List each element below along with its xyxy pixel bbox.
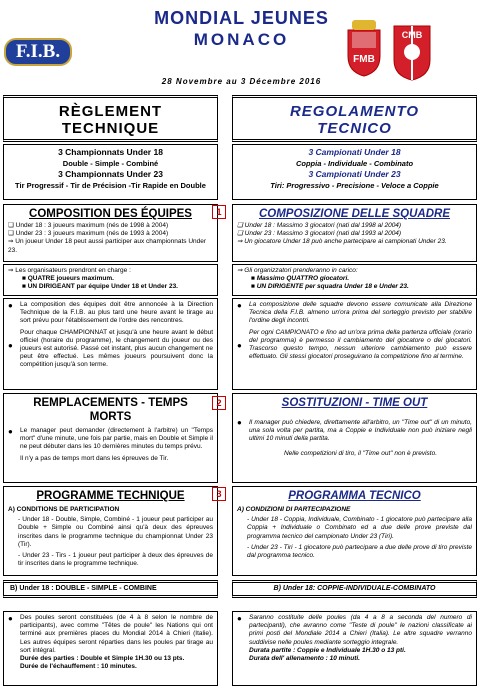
- it-cond-title: A) CONDIZIONI DI PARTECIPAZIONE: [237, 506, 351, 513]
- fr-b-p3: Durée de l'échauffement : 10 minutes.: [20, 663, 137, 671]
- fr-compo-title: COMPOSITION DES ÉQUIPES: [29, 208, 192, 220]
- fr-remp-p1: Le manager peut demander (directement à l'arbitre) un "Temps mort" d'une minute, une fois par partie, mais en Double et Simple il ne peut débuter dans les 10 dernières minutes du temps prévu.: [20, 427, 213, 451]
- fr-org1: ■ QUATRE joueurs maximum.: [22, 275, 114, 283]
- fr-u18-can: ⇒ Un joueur Under 18 peut aussi participer aux championnats Under 23.: [8, 238, 207, 254]
- event-dates: 28 Novembre au 3 Décembre 2016: [161, 77, 322, 86]
- fr-prog-title: PROGRAMME TECHNIQUE: [36, 490, 185, 502]
- it-remp-title: SOSTITUZIONI - TIME OUT: [281, 397, 428, 409]
- shield-right-text: CMB: [401, 30, 423, 40]
- it-remp-p2: Nelle competizioni di tiro, il "Time out" non è previsto.: [283, 449, 438, 457]
- fr-cond-title: A) CONDITIONS DE PARTICIPATION: [8, 506, 120, 513]
- fr-title-line1: RÈGLEMENT: [58, 103, 163, 120]
- fr-replacements: REMPLACEMENTS - TEMPS MORTS ● Le manager peut demander (directement à l'arbitre) un "Temps mort" d'une minute, une fois par partie, mais en Double et Simple il ne peut débuter dans les 10 dernières minutes du temps prévu. Il n'y a pas de temps mort dans les épreuves de Tir.: [3, 393, 218, 483]
- it-champ18-types: Coppia - Individuale - Combinato: [295, 159, 414, 168]
- fr-b-title: B) Under 18 : DOUBLE - SIMPLE - COMBINE: [3, 580, 218, 598]
- fr-remp-title1: REMPLACEMENTS - TEMPS: [33, 397, 188, 409]
- it-champ18: 3 Campionati Under 18: [308, 147, 401, 157]
- fr-composition: [3, 204, 218, 262]
- it-cond1: - Under 18 - Coppia, Individuale, Combinato - 1 giocatore può partecipare alla Coppia + Individuale o Combinato ed a due delle prove previste dal programma tecnico del campionato Under 23 (Tiri).: [247, 516, 472, 540]
- it-b-p1: Saranno costituite delle poules (da 4 a 8 a seconda del numero di partecipanti), che avranno come "Teste di poule" le nazioni classificate ai primi posti del Mondiale 2014 a Chieri (Italia). Le altre squadre verranno suddivise nelle poules mediante sorteggio integrale.: [249, 614, 472, 646]
- it-b-p3: Durata dell' allenamento : 10 minuti.: [249, 655, 360, 663]
- fr-remp-p2: Il n'y a pas de temps mort dans les épreuves de Tir.: [20, 454, 169, 462]
- fr-champ18: 3 Championnats Under 18: [58, 147, 163, 157]
- it-replacements: SOSTITUZIONI - TIME OUT ● Il manager può chiedere, direttamente all'arbitro, un "Time out" di un minuto, una sola volta per partita, ma a Coppie e Individuale non può iniziare negli ultimi 10 minuti della partita. Nelle competizioni di tiro, il "Time out" non è previsto.: [232, 393, 477, 483]
- shield-left-text: FMB: [353, 54, 375, 65]
- it-organizers-text: ⇒ Gli organizzatori prenderanno in carico:: [237, 267, 358, 274]
- it-title-line1: REGOLAMENTO: [289, 103, 420, 120]
- it-title-line2: TECNICO: [317, 120, 392, 137]
- fr-champ23-types: Tir Progressif - Tir de Précision -Tir Rapide en Double: [15, 181, 206, 190]
- it-cond2: - Under 23 - Tiri - 1 giocatore può partecipare a due delle prove di tiro previste dal programma tecnico.: [247, 543, 472, 560]
- fr-paragraphs: ● La composition des équipes doit être annoncée à la Direction Technique de la F.I.B. au plus tard une heure avant le tirage au sort prévu pour l'établissement de l'ordre des rencontres. ● Pour chaque CHAMPIONNAT et jusqu'à une heure avant le début officiel (horaire du programme), le changement du joueur ou des joueurs est autorisé. Passé cet instant, plus aucun changement ne peut être effectué. Les mêmes joueurs poursuivent donc la compétition jusqu'à son terme.: [3, 298, 218, 390]
- fr-title-line2: TECHNIQUE: [61, 120, 160, 137]
- it-p2: Per ogni CAMPIONATO e fino ad un'ora prima della partenza ufficiale (orario del programma) è permesso il cambiamento del giocatore o dei giocatori. Trascorso questo tempo, nessun ulteriore cambiamento può essere effettuato. Gli stessi giocatori proseguirano la competizione fino al termine.: [249, 328, 472, 361]
- page-subtitle: MONACO: [193, 30, 290, 49]
- it-programme: [232, 486, 477, 576]
- it-u18-can: ⇒ Un giocatore Under 18 può anche partecipare ai campionati Under 23.: [237, 238, 447, 246]
- it-champ23: 3 Campionati Under 23: [308, 169, 401, 179]
- it-compo-title: COMPOSIZIONE DELLE SQUADRE: [258, 208, 451, 220]
- fr-b-p2: Durée des parties : Double et Simple 1H.30 ou 13 pts.: [20, 655, 185, 663]
- fr-champ23: 3 Championnats Under 23: [58, 169, 163, 179]
- it-b-title: B) Under 18: COPPIE-INDIVIDUALE-COMBINATO: [232, 580, 477, 598]
- fr-org2: ■ UN DIRIGEANT par équipe Under 18 et Under 23.: [22, 283, 178, 291]
- it-u23-line: ❏ Under 23 : Massimo 3 giocatori (nati dal 1993 al 2004): [237, 230, 402, 238]
- fmb-shield-logo: [342, 18, 386, 78]
- fr-organizers-text: ⇒ Les organisateurs prendront en charge :: [8, 267, 131, 274]
- cmb-shield-logo: [390, 20, 434, 82]
- it-remp-p1: Il manager può chiedere, direttamente all'arbitro, un "Time out" di un minuto, una sola volta per partita, ma a Coppie e Individuale non può iniziare negli ultimi 10 minuti della partita.: [249, 419, 472, 443]
- it-organizers: [232, 264, 477, 296]
- section-number-1: 1: [212, 205, 226, 219]
- section-number-3: 3: [212, 487, 226, 501]
- fr-p2: Pour chaque CHAMPIONNAT et jusqu'à une heure avant le début officiel (horaire du programme), le changement du joueur ou des joueurs est autorisé. Passé cet instant, plus aucun changement ne peut être effectué. Les mêmes joueurs poursuivent donc la compétition jusqu'à son terme.: [20, 328, 213, 369]
- it-championships: [232, 144, 477, 200]
- fr-cond1: - Under 18 - Double, Simple, Combiné - 1 joueur peut participer au Double + Simple ou Combiné ainsi qu'à deux des épreuves inscrites dans le programme technique du championnat Under 23 (Tir).: [18, 516, 213, 548]
- it-title-box: [232, 95, 477, 142]
- it-p1: La composizione delle squadre devono essere comunicate alla Direzione Tecnica della F.I.B. almeno un'ora prima del sorteggio previsto per stabilire l'ordine degli incontri.: [249, 301, 472, 325]
- it-paragraphs: ● La composizione delle squadre devono essere comunicate alla Direzione Tecnica della F.I.B. almeno un'ora prima del sorteggio previsto per stabilire l'ordine degli incontri. ● Per ogni CAMPIONATO e fino ad un'ora prima della partenza ufficiale (orario del programma) è permesso il cambiamento del giocatore o dei giocatori. Trascorso questo tempo, nessun ulteriore cambiamento può essere effettuato. Gli stessi giocatori proseguirano la competizione fino al termine.: [232, 298, 477, 390]
- fr-b-content: ● Des poules seront constituées (de 4 à 8 selon le nombre de participants), avec comme "Têtes de poule" les Nations qui ont terminé aux premières places du Mondial 2014 à Chieri (Italie). Les autres équipes seront réparties dans les poules par tirage au sort intégral. Durée des parties : Double et Simple 1H.30 ou 13 pts. Durée de l'échauffement : 10 minutes.: [3, 611, 218, 686]
- fr-remp-title2: MORTS: [89, 411, 132, 423]
- fr-p1: La composition des équipes doit être annoncée à la Direction Technique de la F.I.B. au plus tard une heure avant le tirage au sort prévu pour l'établissement de l'ordre des rencontres.: [20, 301, 213, 325]
- it-org1: ■ Massimo QUATTRO giocatori.: [251, 275, 350, 283]
- it-b-p2: Durata partite : Coppie e Individuale 1H.30 o 13 pti.: [249, 646, 406, 654]
- it-composition: [232, 204, 477, 262]
- page-title: MONDIAL JEUNES: [154, 8, 329, 28]
- fr-u23-line: ❏ Under 23 : 3 joueurs maximum (nés de 1993 à 2004): [8, 230, 169, 238]
- fr-cond2: - Under 23 - Tirs - 1 joueur peut participer à deux des épreuves de tir inscrites dans le programme technique.: [18, 552, 213, 568]
- fr-champ18-types: Double - Simple - Combiné: [62, 159, 159, 168]
- it-champ23-types: Tiri: Progressivo - Precisione - Veloce a Coppie: [270, 181, 439, 190]
- fr-championships: [3, 144, 218, 200]
- it-org2: ■ UN DIRIGENTE per squadra Under 18 e Under 23.: [251, 283, 409, 291]
- it-u18-line: ❏ Under 18 : Massimo 3 giocatori (nati dal 1998 al 2004): [237, 222, 402, 229]
- fr-u18-line: ❏ Under 18 : 3 joueurs maximum (nés de 1998 à 2004): [8, 222, 169, 229]
- fr-b-p1: Des poules seront constituées (de 4 à 8 selon le nombre de participants), avec comme "Têtes de poule" les Nations qui ont terminé aux premières places du Mondial 2014 à Chieri (Italie). Les autres équipes seront réparties dans les poules par tirage au sort intégral.: [20, 614, 213, 654]
- fr-programme: [3, 486, 218, 576]
- fr-organizers: [3, 264, 218, 296]
- fib-logo: F.I.B.: [4, 38, 72, 66]
- fr-title-box: [3, 95, 218, 142]
- it-b-content: ● Saranno costituite delle poules (da 4 a 8 a seconda del numero di partecipanti), che avranno come "Teste di poule" le nazioni classificate ai primi posti del Mondiale 2014 a Chieri (Italia). Le altre squadre verranno suddivise nelle poules mediante sorteggio integrale. Durata partite : Coppie e Individuale 1H.30 o 13 pti. Durata dell' allenamento : 10 minuti.: [232, 611, 477, 686]
- it-prog-title: PROGRAMMA TECNICO: [288, 490, 421, 502]
- section-number-2: 2: [212, 396, 226, 410]
